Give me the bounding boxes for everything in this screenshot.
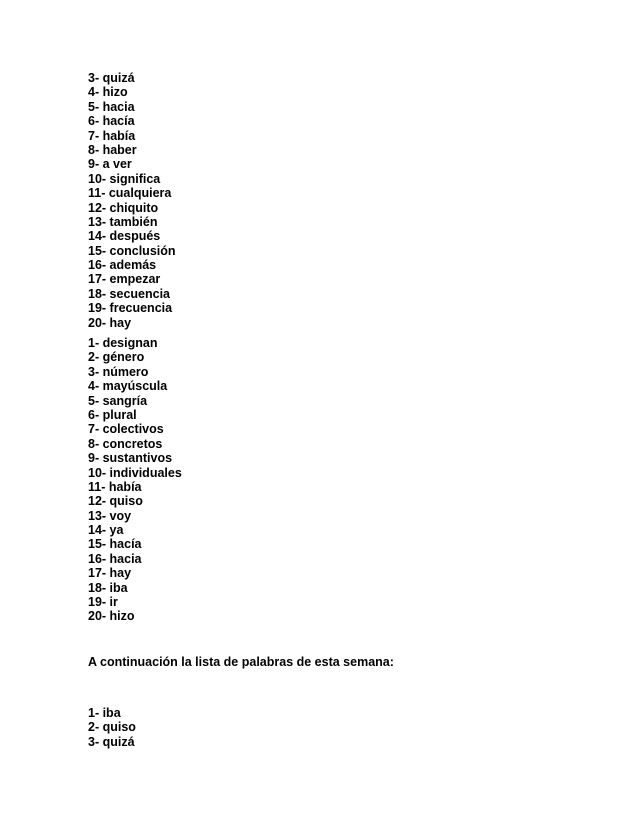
- list-item: 20- hizo: [88, 609, 135, 624]
- list-item: 3- quizá: [88, 734, 135, 749]
- list-item: 3- número: [88, 364, 149, 379]
- list-item: 15- conclusión: [88, 243, 176, 258]
- list-item: 11- cualquiera: [88, 186, 172, 201]
- list-item: 20- hay: [88, 315, 132, 330]
- list-item: 7- había: [88, 128, 136, 143]
- list-item: 15- hacía: [88, 537, 142, 552]
- list-item: 10- significa: [88, 171, 161, 186]
- list-item: 14- después: [88, 229, 161, 244]
- list-item: 16- hacia: [88, 551, 142, 566]
- list-item: 11- había: [88, 479, 142, 494]
- list-item: 4- hizo: [88, 85, 128, 100]
- list-item: 4- mayúscula: [88, 379, 168, 394]
- intro-paragraph: A continuación la lista de palabras de esta semana:: [88, 655, 394, 669]
- list-item: 12- quiso: [88, 494, 143, 509]
- list-item: 19- ir: [88, 595, 118, 610]
- list-item: 3- quizá: [88, 71, 135, 85]
- list-item: 8- haber: [88, 142, 137, 157]
- list-item: 1- designan: [88, 336, 158, 350]
- list-item: 13- también: [88, 214, 158, 229]
- list-item: 5- hacia: [88, 99, 135, 114]
- list-item: 19- frecuencia: [88, 301, 173, 316]
- list-item: 10- individuales: [88, 465, 182, 480]
- list-item: 14- ya: [88, 523, 124, 538]
- list-item: 18- iba: [88, 580, 128, 595]
- list-item: 17- empezar: [88, 272, 161, 287]
- list-item: 1- iba: [88, 706, 121, 720]
- list-item: 13- voy: [88, 508, 132, 523]
- list-item: 8- concretos: [88, 436, 163, 451]
- list-item: 18- secuencia: [88, 286, 170, 301]
- list-item: 9- sustantivos: [88, 451, 173, 466]
- word-list-previous-1: [88, 71, 176, 330]
- list-item: 16- además: [88, 258, 157, 273]
- list-item: 2- quiso: [88, 720, 136, 735]
- list-item: 5- sangría: [88, 393, 148, 408]
- list-item: 6- plural: [88, 407, 137, 422]
- list-item: 7- colectivos: [88, 422, 164, 437]
- list-item: 2- género: [88, 350, 145, 365]
- list-item: 9- a ver: [88, 157, 132, 172]
- list-item: 17- hay: [88, 566, 132, 581]
- word-list-previous-2: [88, 336, 182, 624]
- word-list-this-week: [88, 706, 136, 749]
- list-item: 12- chiquito: [88, 200, 159, 215]
- list-item: 6- hacía: [88, 114, 135, 129]
